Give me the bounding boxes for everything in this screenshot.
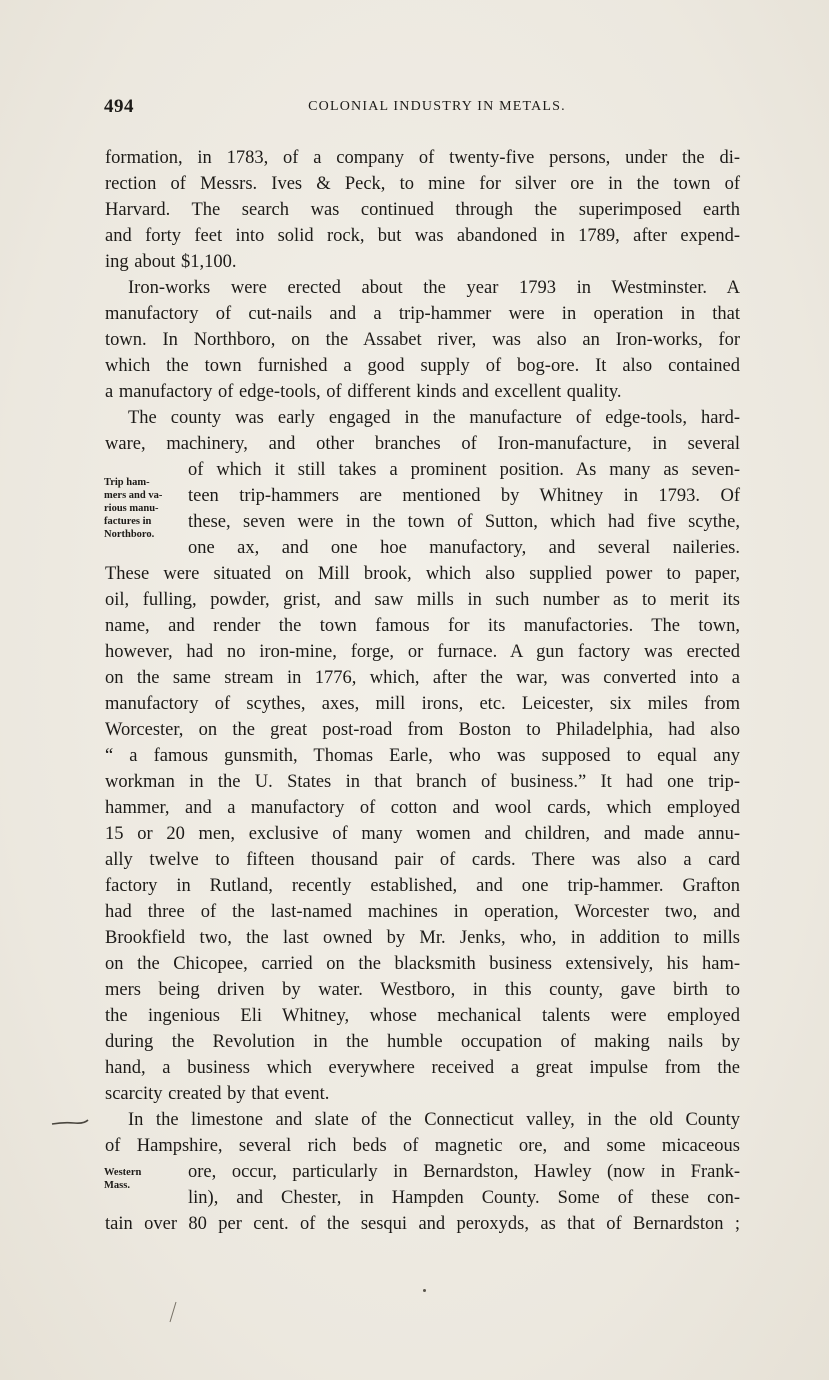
sidenote-line: factures in [104, 516, 152, 527]
text-line: manufactory of scythes, axes, mill irons, etc. Leicester, six miles from [105, 694, 740, 714]
page-number: 494 [104, 96, 134, 117]
sidenote-line: Western [104, 1167, 142, 1178]
text-line: 15 or 20 men, exclusive of many women and children, and made annu- [105, 824, 740, 844]
text-line: of Hampshire, several rich beds of magnetic ore, and some micaceous [105, 1136, 740, 1156]
text-line: “ a famous gunsmith, Thomas Earle, who was supposed to equal any [105, 746, 740, 766]
sidenote-line: Northboro. [104, 529, 155, 540]
text-line: hammer, and a manufactory of cotton and wool cards, which employed [105, 798, 740, 818]
text-line: teen trip-hammers are mentioned by Whitney in 1793. Of [188, 486, 740, 506]
text-line: one ax, and one hoe manufactory, and several naileries. [188, 538, 740, 558]
text-line: name, and render the town famous for its manufactories. The town, [105, 616, 740, 636]
text-line: on the same stream in 1776, which, after the war, was converted into a [105, 668, 740, 688]
sidenote-line: rious manu- [104, 503, 159, 514]
text-line: manufactory of cut-nails and a trip-hammer were in operation in that [105, 304, 740, 324]
text-line: workman in the U. States in that branch of business.” It had one trip- [105, 772, 740, 792]
sidenote-northboro [104, 476, 162, 541]
paper-speck [423, 1289, 426, 1292]
text-line: during the Revolution in the humble occupation of making nails by [105, 1032, 740, 1052]
text-line: on the Chicopee, carried on the blacksmith business extensively, his ham- [105, 954, 740, 974]
text-line: formation, in 1783, of a company of twenty-five persons, under the di- [105, 148, 740, 168]
text-line: ore, occur, particularly in Bernardston, Hawley (now in Frank- [188, 1162, 740, 1182]
text-line: hand, a business which everywhere received a great impulse from the [105, 1058, 740, 1078]
text-line: town. In Northboro, on the Assabet river, was also an Iron-works, for [105, 330, 740, 350]
text-line: oil, fulling, powder, grist, and saw mills in such number as to merit its [105, 590, 740, 610]
text-line: Brookfield two, the last owned by Mr. Jenks, who, in addition to mills [105, 928, 740, 948]
text-line: mers being driven by water. Westboro, in this county, gave birth to [105, 980, 740, 1000]
text-line: and forty feet into solid rock, but was abandoned in 1789, after expend- [105, 226, 740, 246]
text-line: ware, machinery, and other branches of Iron-manufacture, in several [105, 434, 740, 454]
text-line: In the limestone and slate of the Connecticut valley, in the old County [128, 1110, 740, 1130]
text-line: factory in Rutland, recently established, and one trip-hammer. Grafton [105, 876, 740, 896]
sidenote-western [104, 1166, 141, 1192]
sidenote-line: Mass. [104, 1180, 130, 1191]
sidenote-line: mers and va- [104, 490, 163, 501]
text-line: which the town furnished a good supply of bog-ore. It also contained [105, 356, 740, 376]
text-line: ally twelve to fifteen thousand pair of cards. There was also a card [105, 850, 740, 870]
text-line: rection of Messrs. Ives & Peck, to mine for silver ore in the town of [105, 174, 740, 194]
text-line: a manufactory of edge-tools, of different kinds and excellent quality. [105, 382, 622, 402]
page-header [104, 96, 740, 120]
text-line: of which it still takes a prominent position. As many as seven- [188, 460, 740, 480]
text-line: Iron-works were erected about the year 1793 in Westminster. A [128, 278, 740, 298]
sidenote-line: Trip ham- [104, 477, 150, 488]
text-line: Worcester, on the great post-road from Boston to Philadelphia, had also [105, 720, 740, 740]
text-line: tain over 80 per cent. of the sesqui and peroxyds, as that of Bernardston ; [105, 1214, 740, 1234]
text-line: ing about $1,100. [105, 252, 237, 272]
text-line: Harvard. The search was continued through the superimposed earth [105, 200, 740, 220]
text-line: The county was early engaged in the manufacture of edge-tools, hard- [128, 408, 740, 428]
pencil-mark [50, 1118, 90, 1128]
text-line: scarcity created by that event. [105, 1084, 330, 1104]
text-line: lin), and Chester, in Hampden County. Some of these con- [188, 1188, 740, 1208]
pencil-tick [166, 1300, 180, 1324]
text-line: these, seven were in the town of Sutton, which had five scythe, [188, 512, 740, 532]
text-line: These were situated on Mill brook, which also supplied power to paper, [105, 564, 740, 584]
text-line: however, had no iron-mine, forge, or furnace. A gun factory was erected [105, 642, 740, 662]
text-line: the ingenious Eli Whitney, whose mechanical talents were employed [105, 1006, 740, 1026]
text-line: had three of the last-named machines in operation, Worcester two, and [105, 902, 740, 922]
running-title: COLONIAL INDUSTRY IN METALS. [308, 99, 566, 114]
